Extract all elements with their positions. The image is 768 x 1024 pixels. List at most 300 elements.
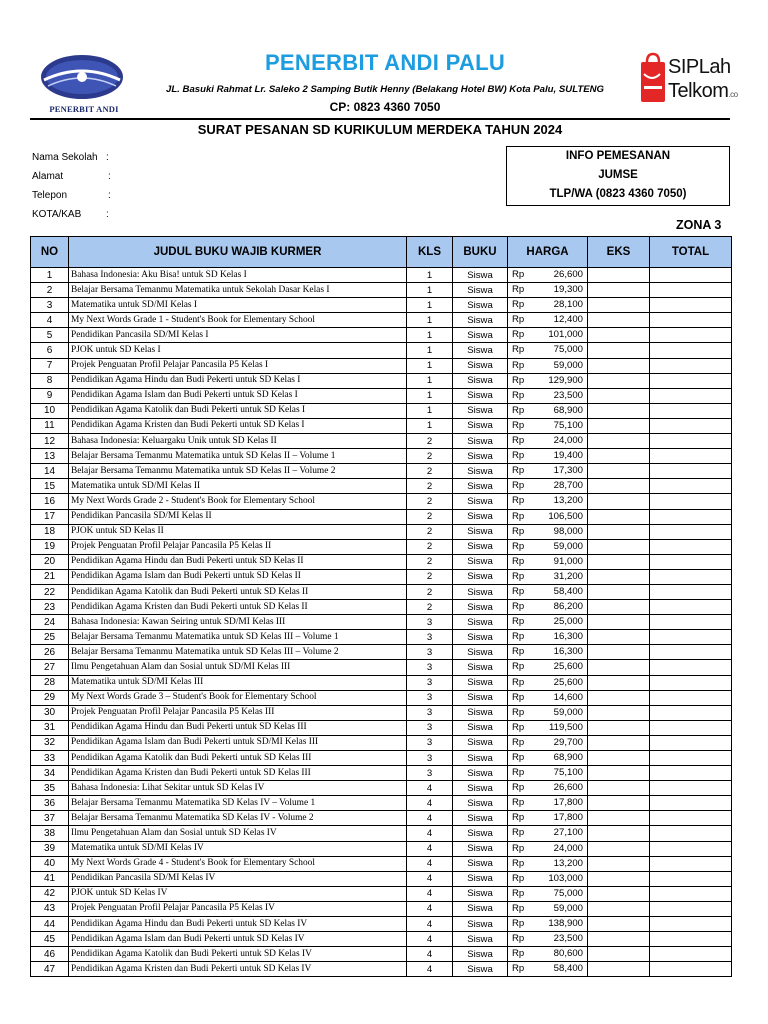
quantity-cell[interactable]	[588, 781, 650, 796]
book-class: 3	[407, 705, 453, 720]
row-number: 17	[31, 509, 69, 524]
book-type: Siswa	[453, 539, 508, 554]
total-cell	[650, 932, 732, 947]
order-info-box	[506, 146, 730, 206]
book-price	[508, 600, 588, 615]
book-title: Projek Penguatan Profil Pelajar Pancasila P5 Kelas IV	[69, 901, 407, 916]
book-type: Siswa	[453, 554, 508, 569]
book-type: Siswa	[453, 811, 508, 826]
table-row	[31, 403, 732, 418]
currency-label: Rp	[512, 933, 525, 945]
price-value: 129,900	[548, 374, 583, 386]
currency-label: Rp	[512, 585, 525, 597]
quantity-cell[interactable]	[588, 434, 650, 449]
quantity-cell[interactable]	[588, 826, 650, 841]
book-price	[508, 373, 588, 388]
book-rows	[31, 268, 732, 977]
book-price	[508, 781, 588, 796]
book-type: Siswa	[453, 449, 508, 464]
price-value: 28,100	[553, 299, 583, 311]
form-row-alamat	[32, 167, 111, 186]
row-number: 35	[31, 781, 69, 796]
book-order-table	[30, 236, 732, 977]
table-row	[31, 705, 732, 720]
price-value: 59,000	[553, 359, 583, 371]
quantity-cell[interactable]	[588, 283, 650, 298]
book-title: Belajar Bersama Temanmu Matematika SD Kelas IV – Volume 1	[69, 796, 407, 811]
book-price	[508, 479, 588, 494]
table-row	[31, 841, 732, 856]
table-row	[31, 751, 732, 766]
quantity-cell[interactable]	[588, 690, 650, 705]
book-price	[508, 403, 588, 418]
currency-label: Rp	[512, 329, 525, 341]
book-class: 4	[407, 871, 453, 886]
total-cell	[650, 841, 732, 856]
book-type: Siswa	[453, 615, 508, 630]
book-class: 1	[407, 328, 453, 343]
price-value: 119,500	[549, 721, 583, 733]
row-number: 19	[31, 539, 69, 554]
currency-label: Rp	[512, 284, 525, 296]
total-cell	[650, 509, 732, 524]
total-cell	[650, 781, 732, 796]
book-title: Pendidikan Pancasila SD/MI Kelas IV	[69, 871, 407, 886]
book-title: PJOK untuk SD Kelas I	[69, 343, 407, 358]
quantity-cell[interactable]	[588, 705, 650, 720]
total-cell	[650, 373, 732, 388]
book-title: Belajar Bersama Temanmu Matematika untuk SD Kelas II – Volume 2	[69, 464, 407, 479]
book-title: Pendidikan Agama Islam dan Budi Pekerti untuk SD/MI Kelas III	[69, 735, 407, 750]
book-title: Pendidikan Agama Islam dan Budi Pekerti untuk SD Kelas II	[69, 569, 407, 584]
price-value: 59,000	[553, 706, 583, 718]
currency-label: Rp	[512, 570, 525, 582]
price-value: 59,000	[553, 540, 583, 552]
quantity-cell[interactable]	[588, 328, 650, 343]
row-number: 6	[31, 343, 69, 358]
telkom-logo-suffix: .co	[728, 90, 738, 99]
quantity-cell[interactable]	[588, 901, 650, 916]
table-row	[31, 418, 732, 433]
quantity-cell[interactable]	[588, 373, 650, 388]
quantity-cell[interactable]	[588, 766, 650, 781]
currency-label: Rp	[512, 631, 525, 643]
book-class: 4	[407, 962, 453, 977]
total-cell	[650, 811, 732, 826]
table-row	[31, 328, 732, 343]
quantity-cell[interactable]	[588, 584, 650, 599]
book-type: Siswa	[453, 660, 508, 675]
book-title: Matematika untuk SD/MI Kelas III	[69, 675, 407, 690]
quantity-cell[interactable]	[588, 871, 650, 886]
currency-label: Rp	[512, 963, 525, 975]
total-cell	[650, 313, 732, 328]
price-value: 24,000	[553, 435, 583, 447]
table-row	[31, 434, 732, 449]
form-separator: :	[108, 190, 111, 201]
price-value: 86,200	[553, 601, 583, 613]
book-class: 1	[407, 388, 453, 403]
row-number: 21	[31, 569, 69, 584]
price-value: 106,500	[548, 510, 583, 522]
book-type: Siswa	[453, 524, 508, 539]
book-price	[508, 735, 588, 750]
total-cell	[650, 343, 732, 358]
book-type: Siswa	[453, 841, 508, 856]
table-row	[31, 449, 732, 464]
row-number: 8	[31, 373, 69, 388]
quantity-cell[interactable]	[588, 388, 650, 403]
total-cell	[650, 524, 732, 539]
quantity-cell[interactable]	[588, 479, 650, 494]
book-price	[508, 811, 588, 826]
row-number: 41	[31, 871, 69, 886]
zone-label: ZONA 3	[676, 218, 722, 232]
book-title: Matematika untuk SD/MI Kelas I	[69, 298, 407, 313]
total-cell	[650, 358, 732, 373]
book-type: Siswa	[453, 479, 508, 494]
quantity-cell[interactable]	[588, 751, 650, 766]
row-number: 25	[31, 630, 69, 645]
book-class: 3	[407, 660, 453, 675]
total-cell	[650, 403, 732, 418]
book-title: Projek Penguatan Profil Pelajar Pancasila P5 Kelas I	[69, 358, 407, 373]
quantity-cell[interactable]	[588, 811, 650, 826]
row-number: 5	[31, 328, 69, 343]
currency-label: Rp	[512, 646, 525, 658]
total-cell	[650, 856, 732, 871]
price-value: 59,000	[553, 902, 583, 914]
currency-label: Rp	[512, 887, 525, 899]
book-title: Pendidikan Pancasila SD/MI Kelas II	[69, 509, 407, 524]
table-row	[31, 735, 732, 750]
price-value: 98,000	[553, 525, 583, 537]
book-title: Belajar Bersama Temanmu Matematika untuk SD Kelas II – Volume 1	[69, 449, 407, 464]
book-price	[508, 660, 588, 675]
currency-label: Rp	[512, 540, 525, 552]
book-class: 2	[407, 584, 453, 599]
book-type: Siswa	[453, 434, 508, 449]
book-class: 1	[407, 283, 453, 298]
currency-label: Rp	[512, 736, 525, 748]
total-cell	[650, 554, 732, 569]
book-type: Siswa	[453, 735, 508, 750]
quantity-cell[interactable]	[588, 615, 650, 630]
book-class: 4	[407, 856, 453, 871]
row-number: 30	[31, 705, 69, 720]
price-value: 14,600	[553, 691, 583, 703]
book-class: 2	[407, 509, 453, 524]
book-type: Siswa	[453, 645, 508, 660]
book-price	[508, 268, 588, 283]
table-row	[31, 917, 732, 932]
table-row	[31, 781, 732, 796]
currency-label: Rp	[512, 616, 525, 628]
form-separator: :	[108, 171, 111, 182]
book-price	[508, 751, 588, 766]
book-price	[508, 298, 588, 313]
quantity-cell[interactable]	[588, 735, 650, 750]
table-row	[31, 645, 732, 660]
book-title: Pendidikan Agama Kristen dan Budi Pekerti untuk SD Kelas III	[69, 766, 407, 781]
quantity-cell[interactable]	[588, 464, 650, 479]
book-type: Siswa	[453, 766, 508, 781]
quantity-cell[interactable]	[588, 856, 650, 871]
quantity-cell[interactable]	[588, 569, 650, 584]
book-price	[508, 796, 588, 811]
book-type: Siswa	[453, 494, 508, 509]
price-value: 58,400	[553, 585, 583, 597]
price-value: 75,100	[553, 419, 583, 431]
document-title: SURAT PESANAN SD KURIKULUM MERDEKA TAHUN 2024	[197, 122, 563, 137]
total-cell	[650, 388, 732, 403]
row-number: 47	[31, 962, 69, 977]
quantity-cell[interactable]	[588, 600, 650, 615]
book-price	[508, 494, 588, 509]
currency-label: Rp	[512, 691, 525, 703]
book-class: 4	[407, 932, 453, 947]
column-header-total: TOTAL	[650, 237, 732, 268]
book-price	[508, 690, 588, 705]
total-cell	[650, 449, 732, 464]
quantity-cell[interactable]	[588, 675, 650, 690]
siplah-telkom-logo	[636, 50, 736, 114]
book-class: 2	[407, 539, 453, 554]
quantity-cell[interactable]	[588, 886, 650, 901]
table-row	[31, 283, 732, 298]
form-label: Nama Sekolah	[32, 152, 98, 163]
book-class: 1	[407, 298, 453, 313]
total-cell	[650, 796, 732, 811]
book-class: 4	[407, 917, 453, 932]
quantity-cell[interactable]	[588, 796, 650, 811]
book-class: 1	[407, 418, 453, 433]
quantity-cell[interactable]	[588, 720, 650, 735]
row-number: 45	[31, 932, 69, 947]
price-value: 80,600	[553, 948, 583, 960]
total-cell	[650, 494, 732, 509]
quantity-cell[interactable]	[588, 917, 650, 932]
currency-label: Rp	[512, 359, 525, 371]
row-number: 26	[31, 645, 69, 660]
book-class: 3	[407, 735, 453, 750]
row-number: 18	[31, 524, 69, 539]
quantity-cell[interactable]	[588, 494, 650, 509]
currency-label: Rp	[512, 767, 525, 779]
quantity-cell[interactable]	[588, 630, 650, 645]
siplah-logo-text: SIPLah	[668, 56, 731, 78]
quantity-cell[interactable]	[588, 313, 650, 328]
book-price	[508, 962, 588, 977]
row-number: 12	[31, 434, 69, 449]
total-cell	[650, 675, 732, 690]
quantity-cell[interactable]	[588, 947, 650, 962]
quantity-cell[interactable]	[588, 403, 650, 418]
form-separator: :	[106, 209, 109, 220]
row-number: 27	[31, 660, 69, 675]
book-type: Siswa	[453, 268, 508, 283]
row-number: 32	[31, 735, 69, 750]
currency-label: Rp	[512, 948, 525, 960]
book-title: Pendidikan Agama Katolik dan Budi Pekerti untuk SD Kelas II	[69, 584, 407, 599]
row-number: 3	[31, 298, 69, 313]
book-type: Siswa	[453, 630, 508, 645]
book-class: 3	[407, 766, 453, 781]
total-cell	[650, 720, 732, 735]
book-price	[508, 524, 588, 539]
book-class: 2	[407, 569, 453, 584]
book-class: 4	[407, 826, 453, 841]
quantity-cell[interactable]	[588, 509, 650, 524]
table-row	[31, 932, 732, 947]
book-title: Pendidikan Agama Katolik dan Budi Pekerti untuk SD Kelas III	[69, 751, 407, 766]
row-number: 13	[31, 449, 69, 464]
quantity-cell[interactable]	[588, 418, 650, 433]
book-title: Bahasa Indonesia: Kawan Seiring untuk SD/MI Kelas III	[69, 615, 407, 630]
table-row	[31, 826, 732, 841]
book-type: Siswa	[453, 690, 508, 705]
book-title: Matematika untuk SD/MI Kelas II	[69, 479, 407, 494]
book-type: Siswa	[453, 600, 508, 615]
price-value: 28,700	[553, 480, 583, 492]
total-cell	[650, 735, 732, 750]
price-value: 68,900	[553, 752, 583, 763]
total-cell	[650, 298, 732, 313]
book-type: Siswa	[453, 569, 508, 584]
total-cell	[650, 464, 732, 479]
total-cell	[650, 283, 732, 298]
price-value: 31,200	[553, 570, 583, 582]
book-type: Siswa	[453, 962, 508, 977]
currency-label: Rp	[512, 812, 525, 824]
total-cell	[650, 539, 732, 554]
currency-label: Rp	[512, 827, 525, 839]
book-type: Siswa	[453, 871, 508, 886]
total-cell	[650, 751, 732, 766]
price-value: 19,300	[553, 284, 583, 296]
quantity-cell[interactable]	[588, 962, 650, 977]
book-price	[508, 449, 588, 464]
book-price	[508, 569, 588, 584]
row-number: 10	[31, 403, 69, 418]
currency-label: Rp	[512, 782, 525, 794]
total-cell	[650, 660, 732, 675]
book-price	[508, 434, 588, 449]
book-title: Bahasa Indonesia: Lihat Sekitar untuk SD Kelas IV	[69, 781, 407, 796]
currency-label: Rp	[512, 419, 525, 431]
book-class: 2	[407, 524, 453, 539]
price-value: 12,400	[553, 314, 583, 326]
column-header-eks: EKS	[588, 237, 650, 268]
book-price	[508, 630, 588, 645]
table-row	[31, 811, 732, 826]
quantity-cell[interactable]	[588, 298, 650, 313]
quantity-cell[interactable]	[588, 358, 650, 373]
header-divider	[30, 118, 730, 120]
book-type: Siswa	[453, 464, 508, 479]
book-price	[508, 358, 588, 373]
currency-label: Rp	[512, 857, 525, 869]
total-cell	[650, 871, 732, 886]
book-price	[508, 917, 588, 932]
currency-label: Rp	[512, 344, 525, 356]
table-row	[31, 584, 732, 599]
total-cell	[650, 645, 732, 660]
book-class: 2	[407, 479, 453, 494]
column-header-harga: HARGA	[508, 237, 588, 268]
quantity-cell[interactable]	[588, 660, 650, 675]
book-type: Siswa	[453, 901, 508, 916]
form-separator: :	[106, 152, 109, 163]
book-price	[508, 343, 588, 358]
currency-label: Rp	[512, 797, 525, 809]
currency-label: Rp	[512, 495, 525, 507]
book-class: 3	[407, 751, 453, 766]
price-value: 16,300	[553, 631, 583, 643]
table-row	[31, 660, 732, 675]
book-price	[508, 705, 588, 720]
quantity-cell[interactable]	[588, 554, 650, 569]
book-price	[508, 584, 588, 599]
book-title: Projek Penguatan Profil Pelajar Pancasila P5 Kelas II	[69, 539, 407, 554]
quantity-cell[interactable]	[588, 524, 650, 539]
table-row	[31, 690, 732, 705]
quantity-cell[interactable]	[588, 343, 650, 358]
book-price	[508, 418, 588, 433]
book-type: Siswa	[453, 509, 508, 524]
price-value: 27,100	[553, 827, 583, 839]
currency-label: Rp	[512, 525, 525, 537]
price-value: 75,000	[553, 344, 583, 356]
table-row	[31, 343, 732, 358]
book-type: Siswa	[453, 917, 508, 932]
quantity-cell[interactable]	[588, 841, 650, 856]
book-class: 4	[407, 811, 453, 826]
telkom-logo-word: Telkom	[668, 80, 729, 102]
book-class: 3	[407, 675, 453, 690]
table-row	[31, 600, 732, 615]
price-value: 13,200	[553, 495, 583, 507]
total-cell	[650, 901, 732, 916]
total-cell	[650, 917, 732, 932]
book-title: Projek Penguatan Profil Pelajar Pancasila P5 Kelas III	[69, 705, 407, 720]
table-row	[31, 856, 732, 871]
book-class: 3	[407, 720, 453, 735]
book-title: Pendidikan Agama Hindu dan Budi Pekerti untuk SD Kelas III	[69, 720, 407, 735]
table-row	[31, 524, 732, 539]
quantity-cell[interactable]	[588, 932, 650, 947]
column-header-kls: KLS	[407, 237, 453, 268]
quantity-cell[interactable]	[588, 449, 650, 464]
book-class: 2	[407, 600, 453, 615]
quantity-cell[interactable]	[588, 539, 650, 554]
price-value: 16,300	[553, 646, 583, 658]
andi-logo-text: PENERBIT ANDI	[49, 104, 119, 114]
book-title: Matematika untuk SD/MI Kelas IV	[69, 841, 407, 856]
quantity-cell[interactable]	[588, 645, 650, 660]
currency-label: Rp	[512, 842, 525, 854]
company-address: JL. Basuki Rahmat Lr. Saleko 2 Samping Butik Henny (Belakang Hotel BW) Kota Palu, SULTENG	[165, 84, 605, 95]
quantity-cell[interactable]	[588, 268, 650, 283]
price-value: 25,600	[553, 661, 583, 673]
book-class: 4	[407, 781, 453, 796]
book-title: Pendidikan Agama Islam dan Budi Pekerti untuk SD Kelas I	[69, 388, 407, 403]
column-header-title: JUDUL BUKU WAJIB KURMER	[69, 237, 407, 268]
table-row	[31, 796, 732, 811]
currency-label: Rp	[512, 465, 525, 477]
book-price	[508, 826, 588, 841]
total-cell	[650, 615, 732, 630]
